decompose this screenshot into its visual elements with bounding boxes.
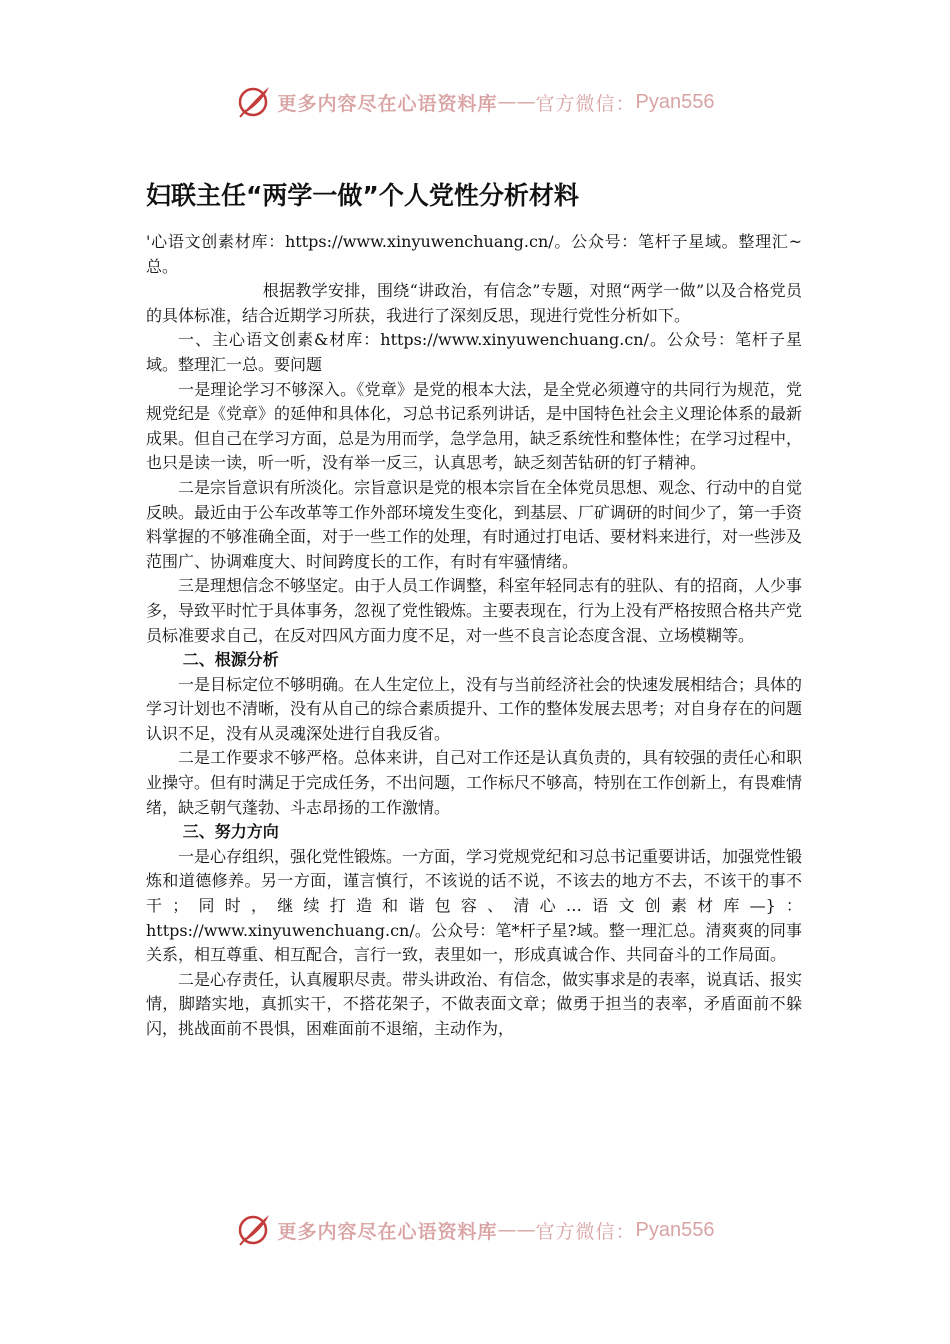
source-line: '心语文创素材库：https://www.xinyuwenchuang.cn/。公众号：笔杆子星域。整理汇~总。 <box>146 232 802 276</box>
banner-dash: —— <box>497 1219 536 1241</box>
problem-paragraph-3: 三是理想信念不够坚定。由于人员工作调整，科室年轻同志有的驻队、有的招商，人少事多，导致平时忙于具体事务，忽视了党性锻炼。主要表现在，行为上没有严格按照合格共产党员标准要求自己，在反对四风方面力度不足，对一些不良言论态度含混、立场模糊等。 <box>146 576 803 645</box>
direction-paragraph-1: 一是心存组织，强化党性锻炼。一方面，学习党规党纪和习总书记重要讲话，加强党性锻炼和道德修养。另一方面，谨言慎行，不该说的话不说，不该去的地方不去，不该干的事不干；同时，继续打造和谐包容、清心…语文创素材库—}：https://www.xinyuwenchuang.cn/。公众号：笔*杆子星?域。整一理汇总。清爽爽的同事关系，相互尊重、相互配合，言行一致，表里如一，形成真诚合作、共同奋斗的工作局面。 <box>146 846 803 965</box>
banner-text: 更多内容尽在心语资料库 <box>277 92 498 115</box>
section-three-heading: 三、努力方向 <box>182 822 279 842</box>
banner-wechat-label: 官方微信： <box>535 92 636 115</box>
document-title: 妇联主任“两学一做”个人党性分析材料 <box>146 181 579 210</box>
quill-logo-icon <box>236 1212 272 1248</box>
quill-logo-icon <box>236 84 272 120</box>
header-banner <box>0 82 950 122</box>
cause-paragraph-2: 二是工作要求不够严格。总体来讲，自己对工作还是认真负责的，具有较强的责任心和职业操守。但有时满足于完成任务，不出问题，工作标尺不够高，特别在工作创新上，有畏难情绪，缺乏朝气蓬勃、斗志昂扬的工作激情。 <box>146 748 803 817</box>
direction-paragraph-2: 二是心存责任，认真履职尽责。带头讲政治、有信念，做实事求是的表率，说真话、报实情，脚踏实地，真抓实干，不搭花架子，不做表面文章；做勇于担当的表率，矛盾面前不躲闪，挑战面前不畏惧，困难面前不退缩，主动作为， <box>146 969 803 1038</box>
banner-wechat-label: 官方微信： <box>535 1220 636 1243</box>
banner-dash: —— <box>497 91 536 113</box>
problem-paragraph-2: 二是宗旨意识有所淡化。宗旨意识是党的根本宗旨在全体党员思想、观念、行动中的自觉反映。最近由于公车改革等工作外部环境发生变化，到基层、厂矿调研的时间少了，第一手资料掌握的不够准确全面，对于一些工作的处理，有时通过打电话、要材料来进行，对一些涉及范围广、协调难度大、时间跨度长的工作，有时有牢骚情绪。 <box>146 477 803 571</box>
problem-paragraph-1: 一是理论学习不够深入。《党章》是党的根本大法，是全党必须遵守的共同行为规范，党规党纪是《党章》的延伸和具体化，习总书记系列讲话，是中国特色社会主义理论体系的最新成果。但自己在学习方面，总是为用而学，急学急用，缺乏系统性和整体性；在学习过程中，也只是读一读，听一听，没有举一反三，认真思考，缺乏刻苦钻研的钉子精神。 <box>146 379 803 473</box>
section-two-heading: 二、根源分析 <box>182 650 279 670</box>
cause-paragraph-1: 一是目标定位不够明确。在人生定位上，没有与当前经济社会的快速发展相结合；具体的学习计划也不清晰，没有从自己的综合素质提升、工作的整体发展去思考；对自身存在的问题认识不足，没有从灵魂深处进行自我反省。 <box>146 674 803 743</box>
section-one-heading: 一、主心语文创素&材库：https://www.xinyuwenchuang.cn/。公众号：笔杆子星域。整理汇一总。要问题 <box>146 330 802 374</box>
banner-wechat-id: Pyan556 <box>635 1218 715 1241</box>
footer-banner <box>0 1210 950 1250</box>
intro-paragraph: 根据教学安排，围绕“讲政治，有信念”专题，对照“两学一做”以及合格党员的具体标准，结合近期学习所获，我进行了深刻反思，现进行党性分析如下。 <box>146 281 802 325</box>
banner-wechat-id: Pyan556 <box>635 90 715 113</box>
banner-text: 更多内容尽在心语资料库 <box>277 1220 498 1243</box>
document-body <box>146 230 802 1042</box>
